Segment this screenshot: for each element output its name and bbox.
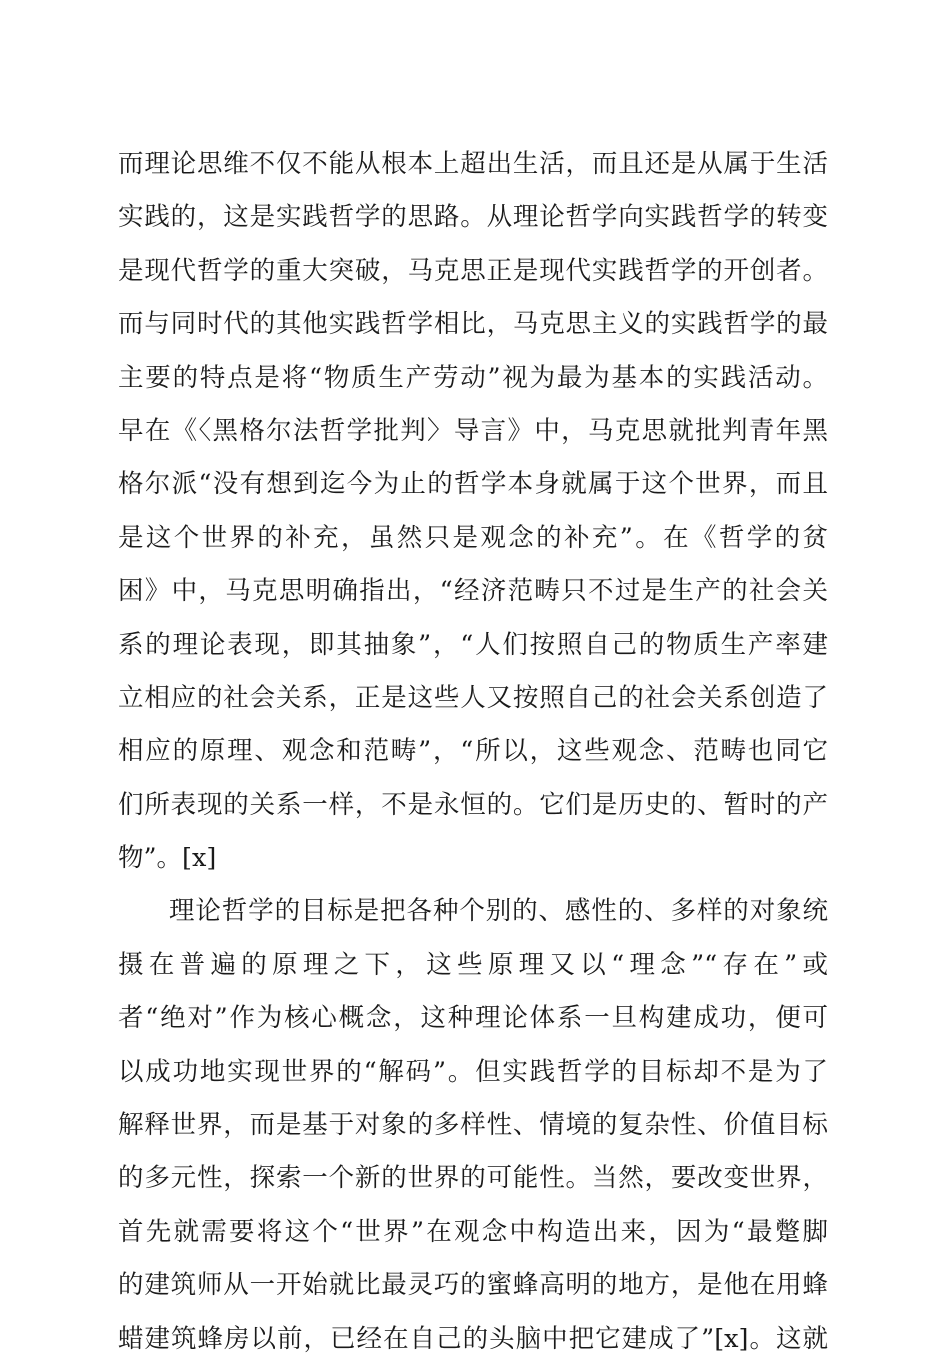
text-line: 实践的，这是实践哲学的思路。从理论哲学向实践哲学的转变 — [118, 202, 828, 233]
text-line: 相应的原理、观念和范畴”，“所以，这些观念、范畴也同它 — [118, 736, 828, 767]
text-line: 立相应的社会关系，正是这些人又按照自己的社会关系创造了 — [118, 682, 828, 713]
text-line: 理论哲学的目标是把各种个别的、感性的、多样的对象统 — [169, 896, 828, 927]
text-line: 的多元性，探索一个新的世界的可能性。当然，要改变世界， — [118, 1163, 828, 1194]
paragraph-1 — [118, 138, 828, 885]
text-line: 主要的特点是将“物质生产劳动”视为最为基本的实践活动。 — [118, 362, 828, 393]
text-line: 早在《〈黑格尔法哲学批判〉导言》中，马克思就批判青年黑 — [118, 415, 828, 446]
text-line: 系的理论表现，即其抽象”，“人们按照自己的物质生产率建 — [118, 629, 828, 660]
text-line: 而与同时代的其他实践哲学相比，马克思主义的实践哲学的最 — [118, 309, 828, 340]
text-line: 摄在普遍的原理之下，这些原理又以“理念”“存在”或 — [118, 949, 828, 980]
text-line: 们所表现的关系一样，不是永恒的。它们是历史的、暂时的产 — [118, 789, 828, 820]
text-line: 者“绝对”作为核心概念，这种理论体系一旦构建成功，便可 — [118, 1003, 828, 1034]
text-line: 是现代哲学的重大突破，马克思正是现代实践哲学的开创者。 — [118, 255, 828, 286]
body-text — [118, 138, 828, 1366]
paragraph-2 — [118, 885, 828, 1366]
text-line: 首先就需要将这个“世界”在观念中构造出来，因为“最蹩脚 — [118, 1216, 828, 1247]
text-line: 蜡建筑蜂房以前，已经在自己的头脑中把它建成了”[x]。这就 — [118, 1323, 828, 1354]
text-line: 是这个世界的补充，虽然只是观念的补充”。在《哲学的贫 — [118, 522, 828, 553]
text-line: 而理论思维不仅不能从根本上超出生活，而且还是从属于生活 — [118, 149, 828, 179]
text-line: 以成功地实现世界的“解码”。但实践哲学的目标却不是为了 — [118, 1056, 828, 1087]
text-line: 物”。[x] — [118, 843, 217, 874]
text-line: 的建筑师从一开始就比最灵巧的蜜蜂高明的地方，是他在用蜂 — [118, 1270, 828, 1301]
text-line: 格尔派“没有想到迄今为止的哲学本身就属于这个世界，而且 — [118, 469, 828, 500]
text-line: 解释世界，而是基于对象的多样性、情境的复杂性、价值目标 — [118, 1110, 828, 1141]
text-line: 困》中，马克思明确指出，“经济范畴只不过是生产的社会关 — [118, 576, 828, 607]
